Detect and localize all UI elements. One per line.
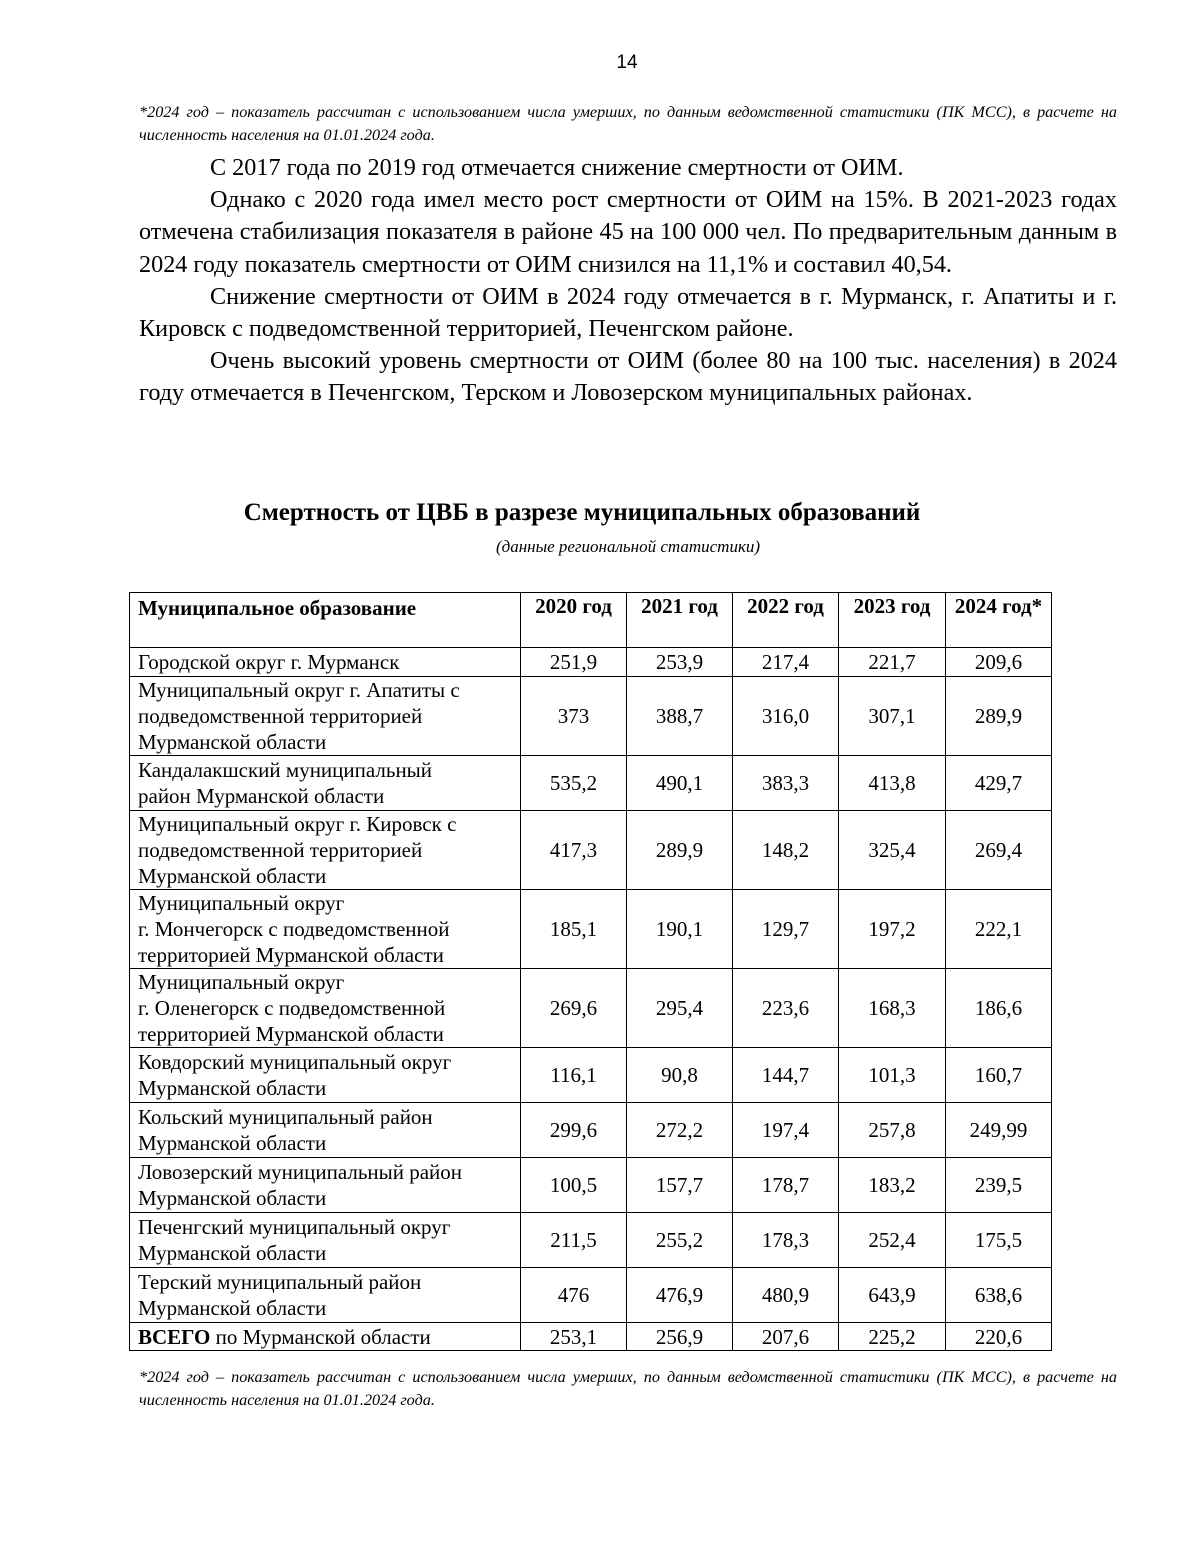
total-label-rest: по Мурманской области xyxy=(210,1324,431,1349)
cell-value: 217,4 xyxy=(733,648,839,677)
cell-value: 255,2 xyxy=(627,1213,733,1268)
cell-value: 383,3 xyxy=(733,756,839,811)
table-row xyxy=(130,1103,1052,1158)
header-2024: 2024 год* xyxy=(946,593,1052,648)
cell-value: 90,8 xyxy=(627,1048,733,1103)
cell-value: 480,9 xyxy=(733,1268,839,1323)
paragraph: Однако с 2020 года имел место рост смертности от ОИМ на 15%. В 2021-2023 годах отмечена стабилизация показателя в районе 45 на 100 000 чел. По предварительным данным в 2024 году показатель смертности от ОИМ снизился на 11,1% и составил 40,54. xyxy=(139,186,1117,278)
cell-value: 252,4 xyxy=(839,1213,946,1268)
cell-value: 295,4 xyxy=(627,969,733,1048)
page-number: 14 xyxy=(616,52,638,73)
cell-value: 190,1 xyxy=(627,890,733,969)
cell-municipality: Муниципальный округ г. Мончегорск с подведомственной территорией Мурманской области xyxy=(130,890,521,969)
paragraph: С 2017 года по 2019 год отмечается снижение смертности от ОИМ. xyxy=(210,154,904,181)
table-header-row xyxy=(130,593,1052,648)
cell-municipality: Кольский муниципальный район Мурманской области xyxy=(130,1103,521,1158)
cell-value: 643,9 xyxy=(839,1268,946,1323)
cell-value: 251,9 xyxy=(521,648,627,677)
cell-municipality: Муниципальный округ г. Апатиты с подведомственной территорией Мурманской области xyxy=(130,677,521,756)
cell-value: 307,1 xyxy=(839,677,946,756)
cell-value: 535,2 xyxy=(521,756,627,811)
cell-value: 272,2 xyxy=(627,1103,733,1158)
cell-value: 413,8 xyxy=(839,756,946,811)
cell-municipality: Городской округ г. Мурманск xyxy=(130,648,521,677)
cell-value: 223,6 xyxy=(733,969,839,1048)
cell-municipality: Ловозерский муниципальный район Мурманской области xyxy=(130,1158,521,1213)
cell-value: 178,7 xyxy=(733,1158,839,1213)
table-row xyxy=(130,890,1052,969)
paragraph: Очень высокий уровень смертности от ОИМ (более 80 на 100 тыс. населения) в 2024 году отмечается в Печенгском, Терском и Ловозерском муниципальных районах. xyxy=(139,347,1117,407)
cell-value: 211,5 xyxy=(521,1213,627,1268)
table-row xyxy=(130,969,1052,1048)
cell-value: 197,2 xyxy=(839,890,946,969)
cell-value: 129,7 xyxy=(733,890,839,969)
cell-value: 373 xyxy=(521,677,627,756)
cell-total-value: 207,6 xyxy=(733,1323,839,1351)
cell-value: 239,5 xyxy=(946,1158,1052,1213)
header-2022: 2022 год xyxy=(733,593,839,648)
cell-value: 185,1 xyxy=(521,890,627,969)
cell-value: 417,3 xyxy=(521,811,627,890)
cell-total-value: 253,1 xyxy=(521,1323,627,1351)
cell-total-label xyxy=(130,1323,521,1351)
cell-value: 175,5 xyxy=(946,1213,1052,1268)
cell-value: 316,0 xyxy=(733,677,839,756)
cell-value: 144,7 xyxy=(733,1048,839,1103)
table-row xyxy=(130,756,1052,811)
cell-value: 253,9 xyxy=(627,648,733,677)
total-prefix: ВСЕГО xyxy=(138,1324,211,1349)
cell-municipality: Ковдорский муниципальный округ Мурманской области xyxy=(130,1048,521,1103)
table-total-row xyxy=(130,1323,1052,1351)
table-row xyxy=(130,1213,1052,1268)
cell-value: 157,7 xyxy=(627,1158,733,1213)
cell-municipality: Печенгский муниципальный округ Мурманской области xyxy=(130,1213,521,1268)
cell-municipality: Терский муниципальный район Мурманской области xyxy=(130,1268,521,1323)
cell-municipality: Муниципальный округ г. Кировск с подведомственной территорией Мурманской области xyxy=(130,811,521,890)
cell-value: 325,4 xyxy=(839,811,946,890)
cell-value: 186,6 xyxy=(946,969,1052,1048)
cell-value: 289,9 xyxy=(627,811,733,890)
table-body xyxy=(130,648,1052,1351)
table-subtitle: (данные региональной статистики) xyxy=(495,537,761,556)
cell-value: 148,2 xyxy=(733,811,839,890)
cell-value: 269,4 xyxy=(946,811,1052,890)
mortality-table xyxy=(129,592,1052,1351)
cell-total-value: 220,6 xyxy=(946,1323,1052,1351)
table-row xyxy=(130,1048,1052,1103)
paragraph: Снижение смертности от ОИМ в 2024 году отмечается в г. Мурманск, г. Апатиты и г. Кировск с подведомственной территорией, Печенгском районе. xyxy=(139,282,1117,343)
cell-value: 289,9 xyxy=(946,677,1052,756)
header-2021: 2021 год xyxy=(627,593,733,648)
table-row xyxy=(130,677,1052,756)
cell-value: 160,7 xyxy=(946,1048,1052,1103)
cell-municipality: Кандалакшский муниципальный район Мурманской области xyxy=(130,756,521,811)
cell-value: 168,3 xyxy=(839,969,946,1048)
body-text xyxy=(139,152,1117,410)
footnote-top: *2024 год – показатель рассчитан с использованием числа умерших, по данным ведомственной статистики (ПК МСС), в расчете на численность населения на 01.01.2024 года. xyxy=(139,103,1117,144)
cell-value: 299,6 xyxy=(521,1103,627,1158)
table-row xyxy=(130,648,1052,677)
cell-total-value: 256,9 xyxy=(627,1323,733,1351)
cell-total-value: 225,2 xyxy=(839,1323,946,1351)
cell-value: 197,4 xyxy=(733,1103,839,1158)
cell-value: 476,9 xyxy=(627,1268,733,1323)
header-2020: 2020 год xyxy=(521,593,627,648)
cell-value: 209,6 xyxy=(946,648,1052,677)
header-2023: 2023 год xyxy=(839,593,946,648)
cell-value: 116,1 xyxy=(521,1048,627,1103)
cell-value: 101,3 xyxy=(839,1048,946,1103)
cell-value: 490,1 xyxy=(627,756,733,811)
table-row xyxy=(130,1158,1052,1213)
cell-value: 269,6 xyxy=(521,969,627,1048)
cell-value: 429,7 xyxy=(946,756,1052,811)
cell-value: 222,1 xyxy=(946,890,1052,969)
cell-value: 100,5 xyxy=(521,1158,627,1213)
table-title: Смертность от ЦВБ в разрезе муниципальных образований xyxy=(243,499,921,526)
cell-value: 249,99 xyxy=(946,1103,1052,1158)
cell-value: 178,3 xyxy=(733,1213,839,1268)
cell-value: 476 xyxy=(521,1268,627,1323)
footnote-bottom: *2024 год – показатель рассчитан с использованием числа умерших, по данным ведомственной статистики (ПК МСС), в расчете на численность населения на 01.01.2024 года. xyxy=(139,1368,1117,1409)
cell-municipality: Муниципальный округ г. Оленегорск с подведомственной территорией Мурманской области xyxy=(130,969,521,1048)
cell-value: 388,7 xyxy=(627,677,733,756)
table-row xyxy=(130,1268,1052,1323)
table-row xyxy=(130,811,1052,890)
cell-value: 221,7 xyxy=(839,648,946,677)
cell-value: 183,2 xyxy=(839,1158,946,1213)
cell-value: 257,8 xyxy=(839,1103,946,1158)
header-name: Муниципальное образование xyxy=(130,593,521,648)
cell-value: 638,6 xyxy=(946,1268,1052,1323)
